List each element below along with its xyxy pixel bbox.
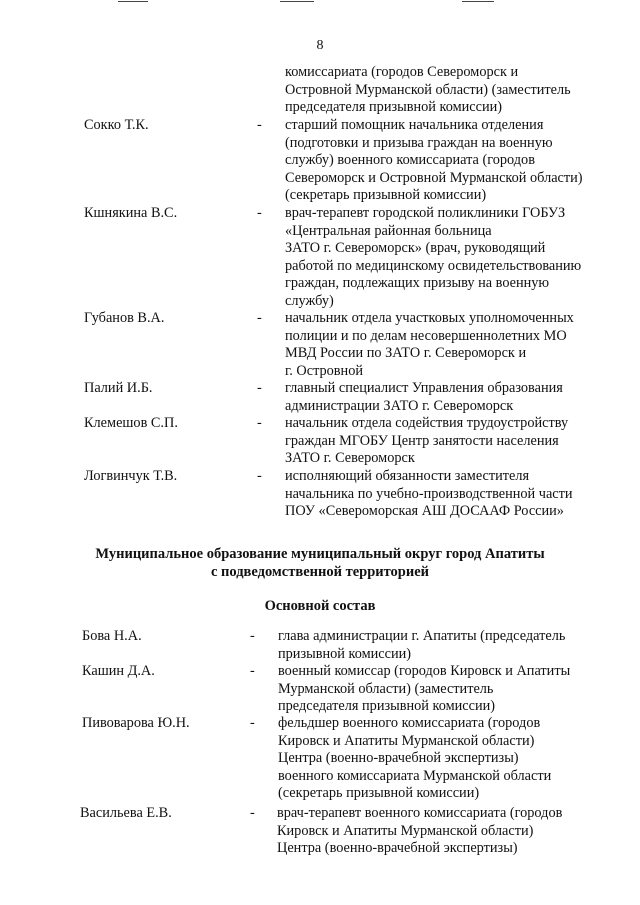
member-description — [285, 310, 574, 380]
description-line: Центра (военно-врачебной экспертизы) — [278, 750, 519, 766]
description-line: военный комиссар (городов Кировск и Апатиты — [278, 663, 571, 679]
member-name: Губанов В.А. — [84, 310, 165, 326]
description-line: врач-терапевт военного комиссариата (городов — [277, 805, 563, 821]
continuation-block — [285, 64, 625, 117]
member-description — [278, 628, 565, 663]
member-description — [278, 715, 551, 803]
member-dash: - — [250, 628, 255, 644]
member-name: Кашин Д.А. — [82, 663, 155, 679]
description-line: начальника по учебно-производственной части — [285, 485, 573, 502]
description-line: военного комиссариата Мурманской области — [278, 767, 552, 784]
description-line: Североморск и Островной Мурманской области) — [285, 169, 583, 186]
member-description — [285, 205, 581, 310]
member-dash: - — [257, 415, 262, 431]
section-title: Муниципальное образование муниципальный округ город Апатиты — [95, 546, 545, 562]
member-dash: - — [250, 805, 255, 821]
description-line: председателя призывной комиссии) — [278, 698, 496, 714]
description-line: (секретарь призывной комиссии) — [278, 785, 480, 801]
member-dash: - — [257, 310, 262, 326]
description-line: г. Островной — [285, 362, 363, 379]
description-line: главный специалист Управления образования — [285, 380, 563, 396]
description-line: (подготовки и призыва граждан на военную — [285, 134, 553, 151]
continuation-line: Островной Мурманской области) (заместитель — [285, 81, 571, 98]
description-line: администрации ЗАТО г. Североморск — [285, 397, 514, 414]
description-line: «Центральная районная больница — [285, 222, 492, 239]
member-name: Пивоварова Ю.Н. — [82, 715, 190, 731]
member-dash: - — [257, 205, 262, 221]
description-line: ЗАТО г. Североморск — [285, 450, 415, 466]
member-description — [277, 805, 562, 858]
description-line: (секретарь призывной комиссии) — [285, 187, 487, 203]
member-description — [285, 117, 583, 205]
member-description — [285, 468, 573, 521]
top-scan-marks — [0, 0, 640, 6]
member-name: Кшнякина В.С. — [84, 205, 178, 221]
description-line: Центра (военно-врачебной экспертизы) — [277, 840, 518, 856]
member-name: Палий И.Б. — [84, 380, 153, 396]
member-name: Сокко Т.К. — [84, 117, 149, 133]
description-line: службу) военного комиссариата (городов — [285, 152, 535, 168]
continuation-line: комиссариата (городов Североморск и — [285, 64, 519, 80]
description-line: полиции и по делам несовершеннолетних МО — [285, 327, 567, 344]
description-line: призывной комиссии) — [278, 645, 412, 662]
description-line: службу) — [285, 292, 334, 309]
description-line: начальник отдела содействия трудоустройству — [285, 415, 569, 431]
continuation-line: председателя призывной комиссии) — [285, 99, 503, 115]
description-line: Кировск и Апатиты Мурманской области) — [277, 822, 534, 839]
description-line: глава администрации г. Апатиты (председатель — [278, 628, 566, 644]
page-number: 8 — [316, 38, 324, 53]
description-line: МВД России по ЗАТО г. Североморск и — [285, 345, 527, 361]
member-name: Васильева Е.В. — [80, 805, 172, 821]
member-dash: - — [257, 380, 262, 396]
description-line: фельдшер военного комиссариата (городов — [278, 715, 541, 731]
member-dash: - — [257, 468, 262, 484]
member-name: Клемешов С.П. — [84, 415, 178, 431]
description-line: старший помощник начальника отделения — [285, 117, 544, 133]
description-line: исполняющий обязанности заместителя — [285, 468, 530, 484]
member-description — [285, 380, 563, 415]
member-description — [285, 415, 568, 468]
description-line: начальник отдела участковых уполномоченных — [285, 310, 574, 326]
description-line: граждан МГОБУ Центр занятости населения — [285, 432, 559, 449]
member-dash: - — [257, 117, 262, 133]
member-name: Логвинчук Т.В. — [84, 468, 178, 484]
section-subtitle: Основной состав — [264, 598, 376, 614]
description-line: работой по медицинскому освидетельствованию — [285, 257, 582, 274]
member-dash: - — [250, 715, 255, 731]
member-description — [278, 663, 570, 716]
section-title-line2: с подведомственной территорией — [210, 564, 430, 580]
member-dash: - — [250, 663, 255, 679]
description-line: Кировск и Апатиты Мурманской области) — [278, 732, 535, 749]
description-line: ПОУ «Североморская АШ ДОСААФ России» — [285, 503, 564, 519]
description-line: граждан, подлежащих призыву на военную — [285, 275, 550, 291]
description-line: ЗАТО г. Североморск» (врач, руководящий — [285, 240, 546, 256]
description-line: Мурманской области) (заместитель — [278, 680, 494, 697]
member-name: Бова Н.А. — [82, 628, 142, 644]
description-line: врач-терапевт городской поликлиники ГОБУЗ — [285, 205, 566, 221]
